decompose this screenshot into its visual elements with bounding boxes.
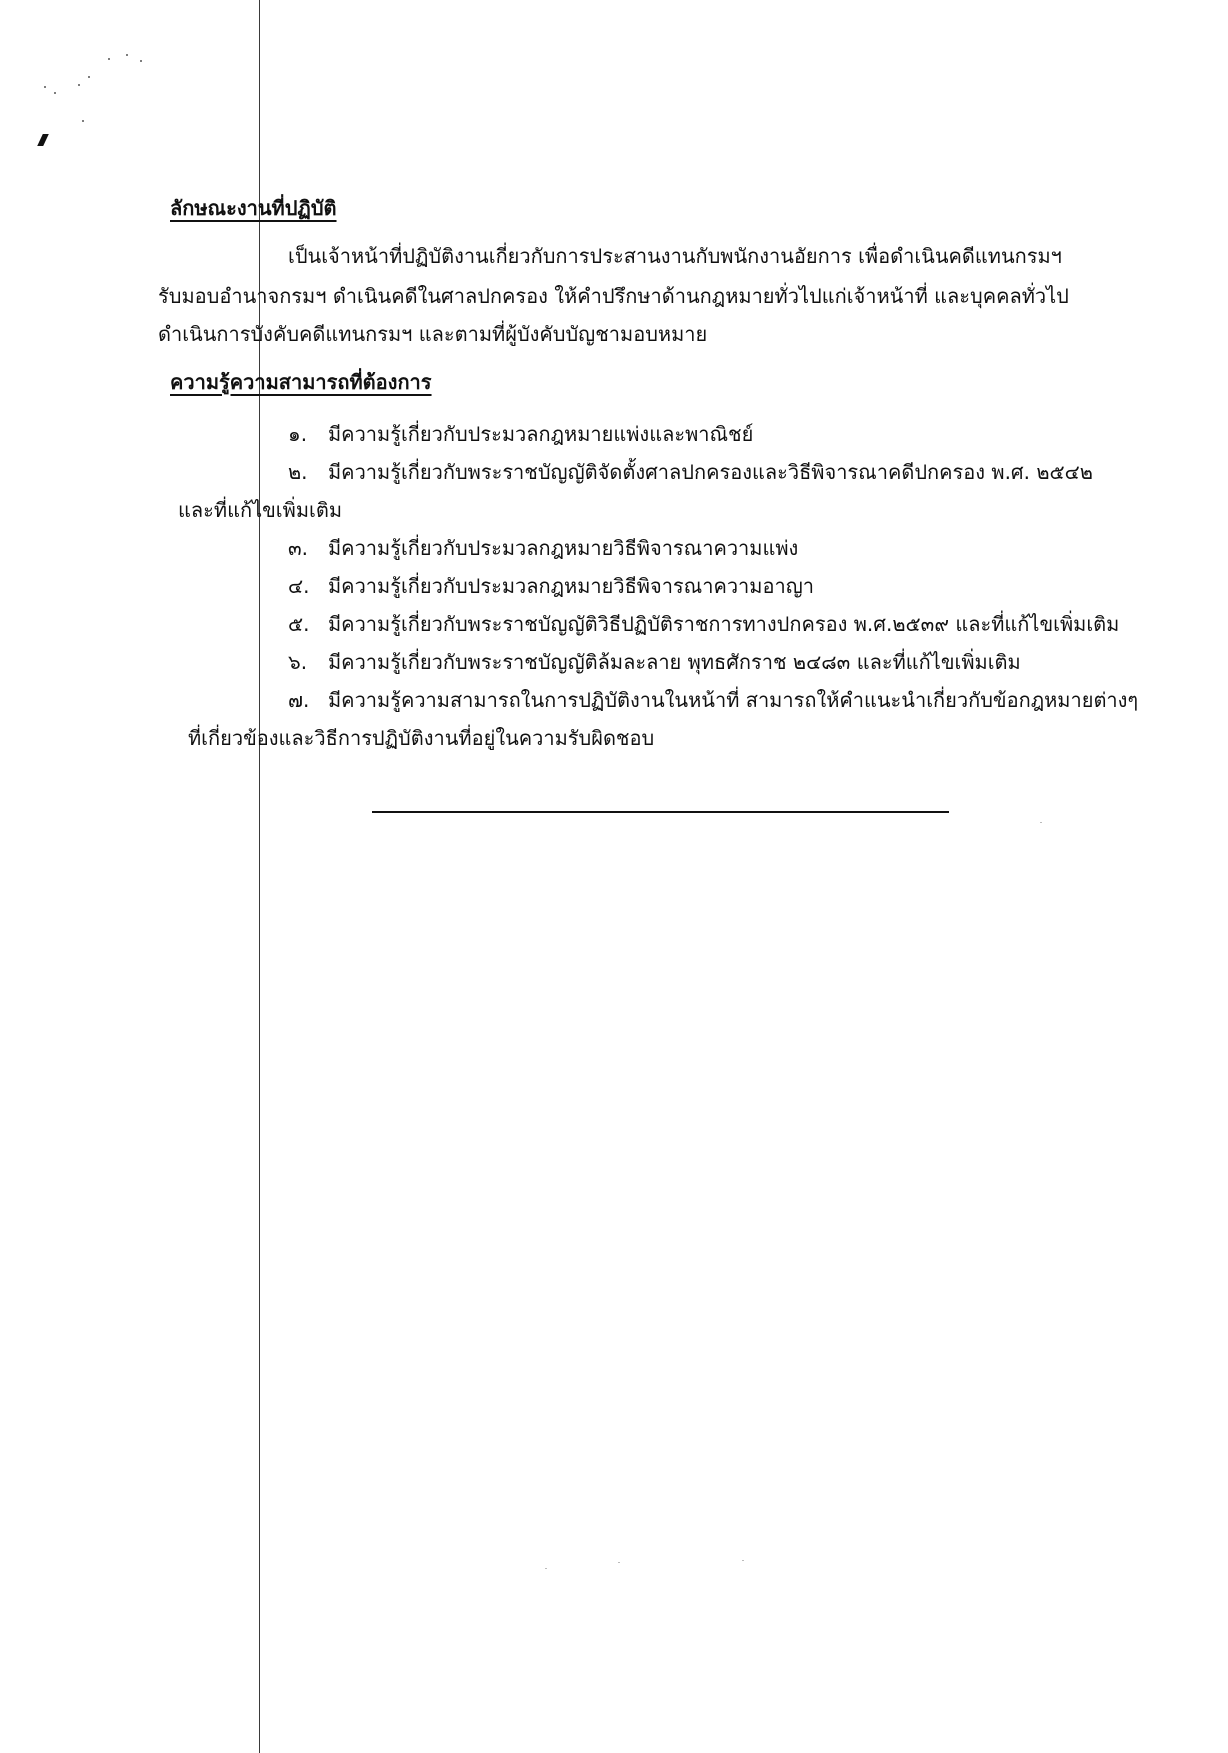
paragraph-line-1: เป็นเจ้าหน้าที่ปฏิบัติงานเกี่ยวกับการประสานงานกับพนักงานอัยการ เพื่อดำเนินคดีแทนกรมฯ bbox=[288, 244, 1062, 268]
scan-speck bbox=[618, 1562, 620, 1563]
list-item-continuation: ที่เกี่ยวข้องและวิธีการปฏิบัติงานที่อยู่ในความรับผิดชอบ bbox=[188, 726, 655, 750]
list-text: มีความรู้เกี่ยวกับพระราชบัญญัติล้มละลาย พุทธศักราช ๒๔๘๓ และที่แก้ไขเพิ่มเติม bbox=[328, 650, 1021, 674]
list-item bbox=[288, 576, 814, 596]
list-text: มีความรู้เกี่ยวกับประมวลกฎหมายวิธีพิจารณาความแพ่ง bbox=[328, 536, 799, 560]
paragraph-line-2: รับมอบอำนาจกรมฯ ดำเนินคดีในศาลปกครอง ให้คำปรึกษาด้านกฎหมายทั่วไปแก่เจ้าหน้าที่ และบุคคลทั่วไป bbox=[158, 284, 1069, 308]
scan-speck bbox=[1040, 822, 1042, 823]
scan-artifact-line bbox=[259, 0, 260, 1753]
list-item bbox=[288, 690, 1138, 710]
list-item bbox=[288, 652, 1021, 672]
list-number: ๒. bbox=[288, 460, 308, 484]
scan-speck bbox=[545, 1568, 547, 1569]
list-item bbox=[288, 424, 753, 444]
list-text: มีความรู้เกี่ยวกับพระราชบัญญัติจัดตั้งศาลปกครองและวิธีพิจารณาคดีปกครอง พ.ศ. ๒๕๔๒ bbox=[328, 460, 1093, 484]
list-text: มีความรู้เกี่ยวกับประมวลกฎหมายวิธีพิจารณาความอาญา bbox=[328, 574, 814, 598]
section-heading-job-description: ลักษณะงานที่ปฏิบัติ bbox=[170, 196, 337, 220]
list-text: มีความรู้เกี่ยวกับประมวลกฎหมายแพ่งและพาณิชย์ bbox=[328, 422, 754, 446]
list-item bbox=[288, 614, 1119, 634]
list-number: ๕. bbox=[288, 612, 310, 636]
list-item bbox=[288, 538, 798, 558]
list-number: ๖. bbox=[288, 650, 308, 674]
scan-specks bbox=[30, 48, 160, 148]
list-number: ๓. bbox=[288, 536, 309, 560]
scan-speck bbox=[742, 1560, 744, 1561]
list-number: ๑. bbox=[288, 422, 308, 446]
list-number: ๔. bbox=[288, 574, 310, 598]
list-number: ๗. bbox=[288, 688, 310, 712]
list-item bbox=[288, 462, 1093, 482]
paragraph-line-3: ดำเนินการบังคับคดีแทนกรมฯ และตามที่ผู้บังคับบัญชามอบหมาย bbox=[158, 322, 708, 346]
section-heading-required-knowledge: ความรู้ความสามารถที่ต้องการ bbox=[170, 370, 432, 394]
end-divider bbox=[372, 811, 949, 813]
list-item-continuation: และที่แก้ไขเพิ่มเติม bbox=[178, 498, 343, 522]
list-text: มีความรู้เกี่ยวกับพระราชบัญญัติวิธีปฏิบัติราชการทางปกครอง พ.ศ.๒๕๓๙ และที่แก้ไขเพิ่มเติม bbox=[328, 612, 1120, 636]
list-text: มีความรู้ความสามารถในการปฏิบัติงานในหน้าที่ สามารถให้คำแนะนำเกี่ยวกับข้อกฎหมายต่างๆ bbox=[328, 688, 1139, 712]
